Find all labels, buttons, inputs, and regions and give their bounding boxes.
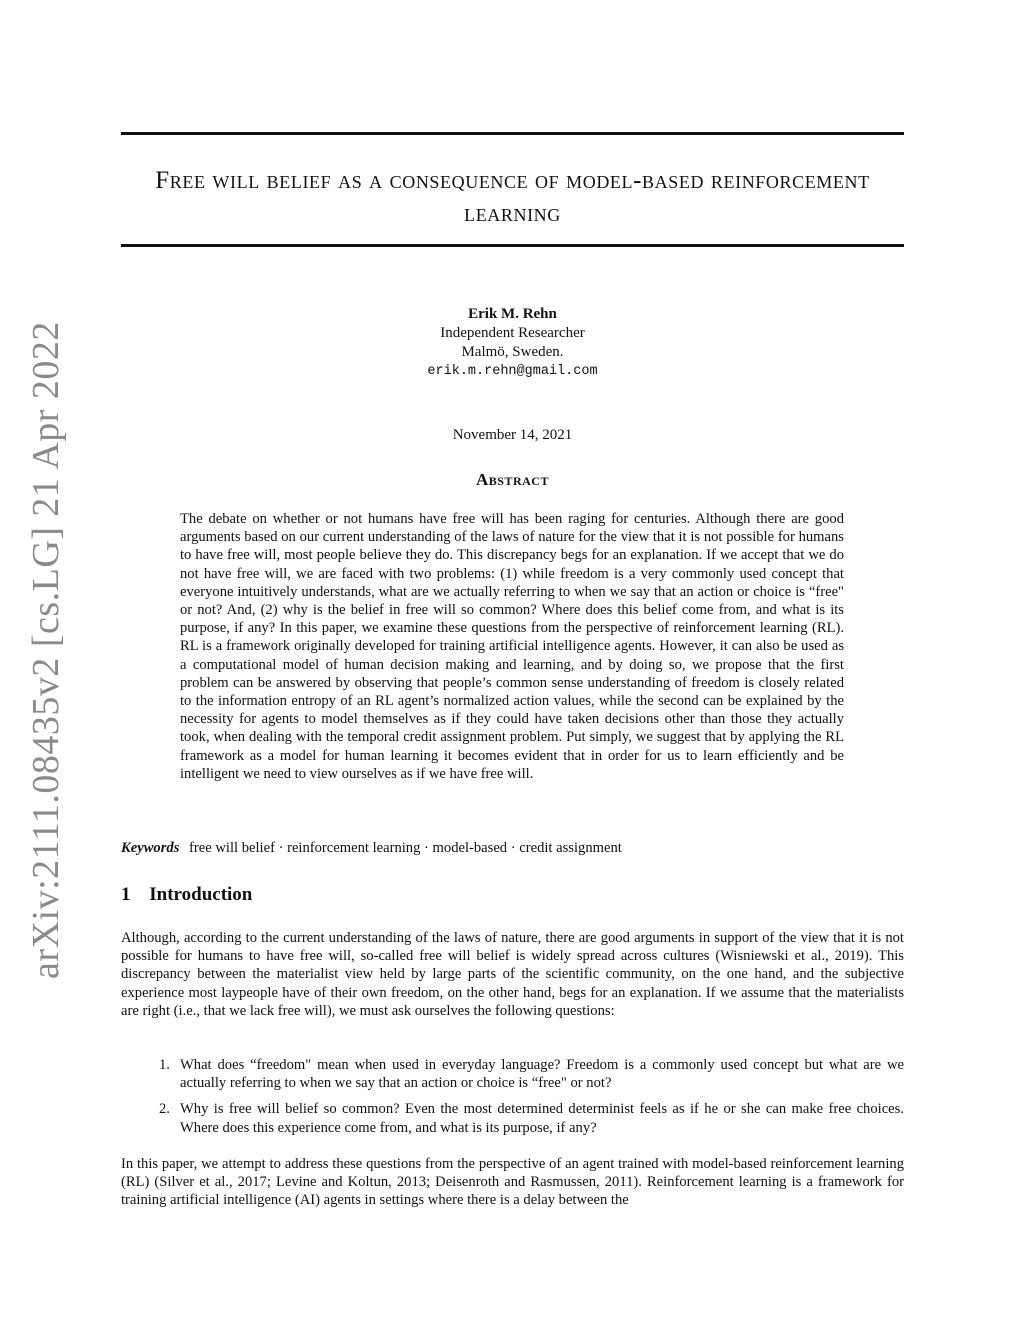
list-item-number: 2.	[159, 1101, 170, 1118]
section-heading	[121, 884, 904, 906]
title-rule-bottom	[121, 244, 904, 247]
abstract-text: The debate on whether or not humans have free will has been raging for centuries. Although there are good arguments based on our current understanding of the laws of nature for the view that it is not possible for humans to have free will, most people believe they do. This discrepancy begs for an explanation. If we accept that we do not have free will, we are faced with two problems: (1) while freedom is a very commonly used concept that everyone intuitively understands, what are we actually referring to when we say that an action or choice is “free" or not? And, (2) why is the belief in free will so common? Where does this belief come from, and what is its purpose, if any? In this paper, we examine these questions from the perspective of reinforcement learning (RL). RL is a framework originally developed for training artificial intelligence agents. However, it can also be used as a computational model of human decision making and learning, and by doing so, we propose that the first problem can be answered by observing that people’s common sense understanding of freedom is closely related to the information entropy of an RL agent’s normalized action values, while the second can be explained by the necessity for agents to model themselves as if they could have taken decisions other than those they actually took, when dealing with the temporal credit assignment problem. Put simply, we suggest that by applying the RL framework as a model for human learning it becomes evident that in order for us to learn efficiently and be intelligent we need to view ourselves as if we have free will.	[180, 511, 844, 782]
intro-paragraph: Although, according to the current understanding of the laws of nature, there are good arguments in support of the view that it is not possible for humans to have free will, so-called free will belief is widely spread across cultures (Wisniewski et al., 2019). This discrepancy between the materialist view held by large parts of the scientific community, on the one hand, and the subjective experience most laypeople have of their own freedom, on the other hand, begs for an explanation. If we assume that the materialists are right (i.e., that we lack free will), we must ask ourselves the following questions:	[121, 930, 904, 1019]
author-location: Malmö, Sweden.	[461, 344, 564, 360]
list-item-number: 1.	[159, 1057, 170, 1073]
keywords-text: free will belief · reinforcement learning · model-based · credit assignment	[189, 840, 622, 856]
closing-paragraph: In this paper, we attempt to address these questions from the perspective of an agent trained with model-based reinforcement learning (RL) (Silver et al., 2017; Levine and Koltun, 2013; Deisenroth and Rasmussen, 2011). Reinforcement learning is a framework for training artificial intelligence (AI) agents in settings where there is a delay between the	[121, 1156, 904, 1209]
arxiv-id: arXiv:2111.08435v2 [cs.LG] 21 Apr 2022	[25, 321, 67, 979]
list-item-text: What does “freedom" mean when used in everyday language? Freedom is a commonly used concept but what are we actually referring to when we say that an action or choice is “free" or not?	[180, 1057, 904, 1092]
keywords-label: Keywords	[121, 840, 180, 856]
section-title: Introduction	[149, 884, 253, 905]
arxiv-stamp	[16, 321, 76, 979]
abstract-heading: Abstract	[476, 470, 549, 489]
section-number: 1	[121, 884, 131, 905]
author-name: Erik M. Rehn	[468, 306, 557, 322]
paper-title: Free will belief as a consequence of model-based reinforcement learning	[155, 167, 870, 227]
author-affiliation: Independent Researcher	[440, 325, 585, 341]
list-item-text: Why is free will belief so common? Even the most determined determinist feels as if he or she can make free choices. Where does this experience come from, and what is its purpose, if any?	[180, 1101, 904, 1136]
list-item	[121, 1056, 904, 1092]
author-email: erik.m.rehn@gmail.com	[427, 364, 598, 379]
title-rule-top	[121, 132, 904, 135]
author-block	[121, 305, 904, 381]
questions-list	[121, 1056, 904, 1145]
paper-date: November 14, 2021	[452, 427, 573, 443]
list-item	[121, 1100, 904, 1136]
keywords-line	[121, 840, 904, 857]
